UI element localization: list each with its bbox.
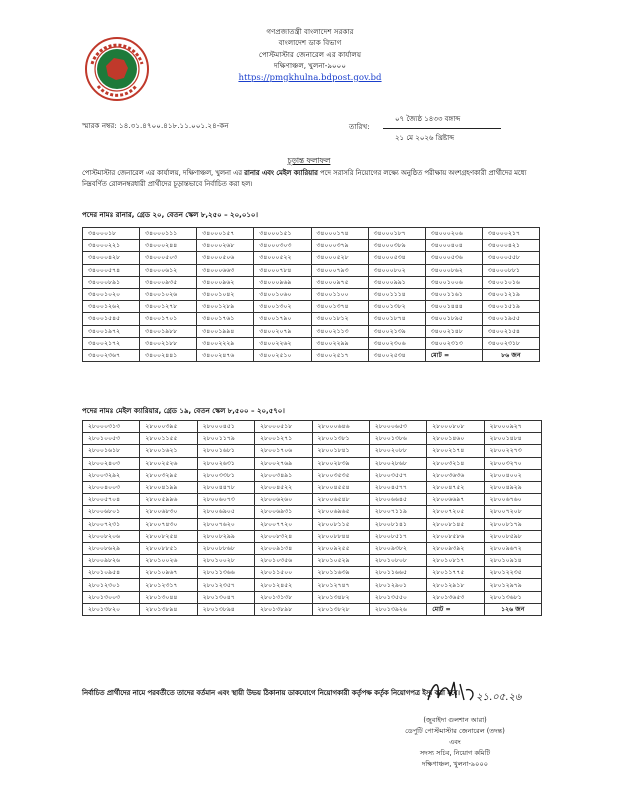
roll-number-cell: ২৮০১০৯৫৪ (83, 567, 140, 579)
table-row (83, 421, 542, 433)
roll-number-cell: ২৮০০৩৩৮১ (197, 469, 254, 481)
roll-number-cell: ২৮০০৩৫৫৭ (369, 469, 426, 481)
roll-number-cell: ২৮০০৭৬২০ (197, 518, 254, 530)
roll-number-cell: ২৮০০৮৬২৯ (83, 542, 140, 554)
roll-number-cell: ২৮০১২৩০১ (83, 579, 140, 591)
roll-number-cell: ২৮০০৪৫৫৪ (312, 481, 369, 493)
roll-number-cell: ৩৪০০১২১৯ (482, 288, 539, 300)
roll-number-cell: ৩৪০০১৯৯৪ (197, 325, 254, 337)
roll-number-cell: ২৮০০২১৭৪ (427, 445, 484, 457)
roll-number-cell: ৩৪০০০৫৩৬ (425, 252, 482, 264)
post-title-mail-carrier: পদের নামঃ মেইল ক্যারিয়ার, গ্রেড ১৯, বেতন স্কেল ৮,৫০০ – ২০,৫৭০। (82, 407, 285, 415)
roll-number-cell: ৩৪০০১০১৬ (482, 276, 539, 288)
roll-number-cell: ২৮০০৪৭৫২ (427, 481, 484, 493)
roll-number-cell: ৩৪০০২২২৯ (197, 337, 254, 349)
roll-number-cell: ৩৪০০০৫০৩ (140, 252, 197, 264)
roll-number-cell: ২৮০০৯৩৯২ (427, 542, 484, 554)
roll-number-cell: ২৮০০৬৯০৫ (197, 506, 254, 518)
roll-number-cell: ৩৪০০০৩৭৯ (311, 240, 368, 252)
roll-number-cell: ৩৪০০১৭০১ (140, 313, 197, 325)
table-row (83, 603, 542, 615)
roll-number-cell: ৩৪০০১৭৯০ (254, 313, 311, 325)
roll-number-cell: ৩৪০০১৫৪৫ (83, 313, 140, 325)
runner-roll-table (82, 227, 540, 362)
roll-number-cell: ২৮০০১৪৮৪ (484, 433, 541, 445)
roll-number-cell: ৩৪০০০৮৬২ (425, 264, 482, 276)
roll-number-cell: ২৮০১০৮১৭ (427, 555, 484, 567)
roll-number-cell: ২৮০০৮৮৪৪ (312, 530, 369, 542)
roll-number-cell: ৩৪০০১০৪২ (197, 288, 254, 300)
roll-number-cell: ৩৪০০০৫৩৪ (368, 252, 425, 264)
memo-number: স্মারক নম্বর: ১৪.৩১.৪৭০০.৪১৮.১১.০০১.২৪-কন (82, 121, 229, 130)
roll-number-cell: ২৮০০৮১৪১ (369, 518, 426, 530)
roll-number-cell: ২৮০০৬৭৬০ (484, 494, 541, 506)
roll-number-cell: ৩৪০০১০০৬ (425, 276, 482, 288)
roll-number-cell: ৩৪০০১৯৫৫ (482, 313, 539, 325)
roll-number-cell: ৩৪০০২৫১০ (254, 349, 311, 361)
roll-number-cell: ২৮০১৩৪৮২ (312, 591, 369, 603)
roll-number-cell: ২৮০০০৬৪৬ (312, 421, 369, 433)
roll-number-cell: ৩৪০০২১৪৮ (425, 325, 482, 337)
roll-number-cell: ৩৪০০১৩০২ (254, 301, 311, 313)
roll-number-cell: ৩৪০০২১৮৮ (140, 337, 197, 349)
signatory-conjunction: এবং (449, 738, 461, 746)
roll-number-cell: ২৮০০৪৯২৯ (484, 481, 541, 493)
roll-number-cell: ৩৪০০২০৭৯ (254, 325, 311, 337)
roll-number-cell: ২৮০০১৭০৬ (255, 445, 312, 457)
roll-number-cell: ৩৪০০০৫০৬ (197, 252, 254, 264)
roll-number-cell: ২৮০০১১৭৯ (197, 433, 254, 445)
roll-number-cell: ৩৪০০০৯৯১ (368, 276, 425, 288)
total-label: মোট = (425, 349, 482, 361)
roll-number-cell: ২৮০০১১৫৫ (140, 433, 197, 445)
roll-number-cell: ৩৪০০০৫২২ (254, 252, 311, 264)
roll-number-cell: ২৮০১৩০৪৪ (140, 591, 197, 603)
roll-number-cell: ৩৪০০২৩১৮ (482, 337, 539, 349)
table-row (83, 518, 542, 530)
date-bangla: ০৭ জ্যৈষ্ঠ ১৪৩৩ বঙ্গাব্দ (383, 112, 501, 129)
table-row (83, 337, 540, 349)
roll-number-cell: ২৮০০৮৮৬৮ (197, 542, 254, 554)
roll-number-cell: ২৮০১১৭৭৫ (427, 567, 484, 579)
roll-number-cell: ২৮০১২৯১৮ (427, 579, 484, 591)
roll-number-cell: ২৮০০৩২১৪ (427, 457, 484, 469)
roll-number-cell: ২৮০১৩৫৫০ (369, 591, 426, 603)
roll-number-cell: ২৮০০৮১৭৯ (484, 518, 541, 530)
roll-number-cell: ২৮০০৬৬৯৭ (427, 494, 484, 506)
roll-number-cell: ৩৪০০১০২০ (83, 288, 140, 300)
roll-number-cell: ৩৪০০২২৬২ (254, 337, 311, 349)
roll-number-cell: ২৮০১০৩৫৬ (255, 555, 312, 567)
roll-number-cell: ২৮০১১৬৩৯ (312, 567, 369, 579)
roll-number-cell: ২৮০০২০৮৮ (369, 445, 426, 457)
roll-number-cell: ২৮০০২৮৩৯ (312, 457, 369, 469)
roll-number-cell: ২৮০০৫৯৯৬ (140, 494, 197, 506)
roll-number-cell: ৩৪০০০১৫৭ (197, 228, 254, 240)
roll-number-cell: ৩৪০০০১৫১ (254, 228, 311, 240)
roll-number-cell: ৩৪০০১৮৯৫ (425, 313, 482, 325)
roll-number-cell: ২৮০১২৩১৭ (140, 579, 197, 591)
roll-number-cell: ৩৪০০২২৯৯ (311, 337, 368, 349)
roll-number-cell: ৩৪০০২১৩৯ (368, 325, 425, 337)
signatory-name: (জুবাইদা গুলশান আরা) (423, 716, 487, 724)
roll-number-cell: ৩৪০০০৪২১ (482, 240, 539, 252)
total-count: ১২৬ জন (484, 603, 541, 615)
roll-number-cell: ২৮০০২৭৬৯ (255, 457, 312, 469)
roll-number-cell: ২৮০০৩৪৯১ (255, 469, 312, 481)
roll-number-cell: ৩৪০০০৪০৪ (425, 240, 482, 252)
roll-number-cell: ২৮০০২৬৩১ (197, 457, 254, 469)
roll-number-cell: ২৮০০৯৬৭২ (484, 542, 541, 554)
roll-number-cell: ২৮০০৩৫৩৫ (312, 469, 369, 481)
roll-number-cell: ২৮০০৭২০৫ (427, 506, 484, 518)
government-seal-icon (84, 36, 150, 102)
roll-number-cell: ৩৪০০০৫৭৪ (83, 264, 140, 276)
table-row (83, 325, 540, 337)
roll-number-cell: ৩৪০০২৩৬৭ (83, 349, 140, 361)
roll-number-cell: ২৮০১০৯১৪ (484, 555, 541, 567)
roll-number-cell: ৩৪০০১০৬০ (254, 288, 311, 300)
roll-number-cell: ২৮০০১৪৬০ (427, 433, 484, 445)
table-row (83, 276, 540, 288)
roll-number-cell: ২৮০১২২৩৫ (484, 567, 541, 579)
roll-number-cell: ২৮০০৪১৯৯ (140, 481, 197, 493)
signatory-office: দক্ষিণাঞ্চল, খুলনা-৯০০০ (421, 760, 489, 768)
roll-number-cell: ৩৪০০০২৬৮ (197, 240, 254, 252)
roll-number-cell: ২৮০০৭৪৩০ (140, 518, 197, 530)
roll-number-cell: ২৮০১১৩৬৬ (197, 567, 254, 579)
roll-number-cell: ২৮০০৪০০৩ (83, 481, 140, 493)
total-label: মোট = (427, 603, 484, 615)
roll-number-cell: ২৮০১৩০০৩ (83, 591, 140, 603)
roll-number-cell: ২৮০১২৯৭৯ (484, 579, 541, 591)
signatory-role: সদস্য সচিব, নিয়োগ কমিটি (419, 749, 491, 757)
roll-number-cell: ৩৪০০০১১১ (140, 228, 197, 240)
header-line-government: গণপ্রজাতন্ত্রী বাংলাদেশ সরকার (266, 27, 354, 36)
roll-number-cell: ৩৪০০২৩১৩ (425, 337, 482, 349)
roll-number-cell: ২৮০০০৩১৩ (83, 421, 140, 433)
roll-number-cell: ২৮০০০৫১৮ (255, 421, 312, 433)
roll-number-cell: ৩৪০০২১১৩ (311, 325, 368, 337)
roll-number-cell: ২৮০০০৯২৭ (484, 421, 541, 433)
roll-number-cell: ২৮০০১৩৮৬ (369, 433, 426, 445)
table-row (83, 301, 540, 313)
table-row (83, 542, 542, 554)
roll-number-cell: ২৮০১৩৬৮১ (484, 591, 541, 603)
roll-number-cell: ২৮০০০৪৫১ (197, 421, 254, 433)
table-row (83, 252, 540, 264)
roll-number-cell: ৩৪০০১১১৪ (368, 288, 425, 300)
roll-number-cell: ২৮০০৬৯৩১ (255, 506, 312, 518)
roll-number-cell: ৩৪০০০২৪৪ (140, 240, 197, 252)
roll-number-cell: ২৮০০৬৬৪৫ (369, 494, 426, 506)
roll-number-cell: ২৮০১০০২৬ (140, 555, 197, 567)
table-row (83, 228, 540, 240)
roll-number-cell: ৩৪০০০৭৯৩ (311, 264, 368, 276)
roll-number-cell: ২৮০১২৩৫৭ (197, 579, 254, 591)
roll-number-cell: ৩৪০০০৪২৮ (83, 252, 140, 264)
roll-number-cell: ৩৪০০১৮১২ (311, 313, 368, 325)
roll-number-cell: ২৮০০৪৪৭৮ (197, 481, 254, 493)
roll-number-cell: ২৮০০৮৫১৭ (369, 530, 426, 542)
roll-number-cell: ৩৪০০২৫১৭ (311, 349, 368, 361)
table-row (83, 457, 542, 469)
roll-number-cell: ২৮০০৪০০২ (484, 469, 541, 481)
roll-number-cell: ৩৪০০০৯৭৫ (311, 276, 368, 288)
roll-number-cell: ৩৪০০১৫১৯ (482, 301, 539, 313)
roll-number-cell: ২৮০০২৫২৬ (140, 457, 197, 469)
roll-number-cell: ৩৪০০০২২১ (83, 240, 140, 252)
roll-number-cell: ২৮০০৬৫৪৮ (312, 494, 369, 506)
roll-number-cell: ৩৪০০২৫৩৪ (368, 349, 425, 361)
mail-carrier-roll-table (82, 420, 542, 616)
roll-number-cell: ২৮০০১২৭১ (255, 433, 312, 445)
roll-number-cell: ৩৪০০০৭৮৪ (254, 264, 311, 276)
roll-number-cell: ৩৪০০২১৫৪ (482, 325, 539, 337)
roll-number-cell: ২৮০১৩৮৯৮ (255, 603, 312, 615)
office-header (160, 26, 460, 85)
roll-number-cell: ৩৪০০১১৬১ (425, 288, 482, 300)
roll-number-cell: ২৮০১০৮০৮ (369, 555, 426, 567)
table-row (83, 567, 542, 579)
roll-number-cell: ২৮০১৩৮৯৪ (197, 603, 254, 615)
table-row (83, 591, 542, 603)
roll-number-cell: ২৮০০০৬৫৩ (369, 421, 426, 433)
roll-number-cell: ২৮০১৩৮২৮ (312, 603, 369, 615)
roll-number-cell: ২৮০১০৯৬৭ (140, 567, 197, 579)
table-row (83, 555, 542, 567)
roll-number-cell: ২৮০০০৩৯৫ (140, 421, 197, 433)
roll-number-cell: ২৮০১১৫০০ (255, 567, 312, 579)
roll-number-cell: ২৮০০১৬২১ (140, 445, 197, 457)
signature-date: ২১.০৫.২৬ (476, 692, 522, 703)
roll-number-cell: ২৮০০৮১৪৫ (427, 518, 484, 530)
roll-number-cell: ২৮০০০৮০৮ (427, 421, 484, 433)
roll-number-cell: ২৮০১২৯০১ (369, 579, 426, 591)
roll-number-cell: ২৮০০৫৭০৪ (83, 494, 140, 506)
roll-number-cell: ৩৪০০০৫২৮ (311, 252, 368, 264)
total-count: ৮৬ জন (482, 349, 539, 361)
roll-number-cell: ২৮০১২৭৪৭ (312, 579, 369, 591)
roll-number-cell: ২৮০০৪৫২২ (255, 481, 312, 493)
roll-number-cell: ৩৪০০১২৬২ (83, 301, 140, 313)
roll-number-cell: ৩৪০০২৪৪১ (140, 349, 197, 361)
roll-number-cell: ২৮০০৯৩৮২ (369, 542, 426, 554)
roll-number-cell: ২৮০০৩২৯২ (83, 469, 140, 481)
roll-number-cell: ২৮০১০০৫৩ (83, 433, 140, 445)
roll-number-cell: ৩৪০০০৯৩৫ (140, 276, 197, 288)
table-row (83, 349, 540, 361)
table-row (83, 506, 542, 518)
roll-number-cell: ৩৪০০০১৮৭ (368, 228, 425, 240)
roll-number-cell: ২৮০০৩২৭০ (484, 457, 541, 469)
roll-number-cell: ৩৪০০১৮৭৪ (368, 313, 425, 325)
post-title-runner: পদের নামঃ রানার, গ্রেড ২০, বেতন স্কেল ৮,২৫০ – ২০,০১০। (82, 211, 258, 219)
roll-number-cell: ৩৪০০১০২৬ (140, 288, 197, 300)
roll-number-cell: ৩৪০০২১৭২ (83, 337, 140, 349)
roll-number-cell: ৩৪০০১৩৭৪ (311, 301, 368, 313)
roll-number-cell: ২৮০০৯১৩৪ (255, 542, 312, 554)
roll-number-cell: ৩৪০০০৩০৩ (254, 240, 311, 252)
date-label: তারিখ: (349, 122, 370, 131)
roll-number-cell: ২৮০১২৪৫২ (255, 579, 312, 591)
roll-number-cell: ৩৪০০০৯৬৯ (254, 276, 311, 288)
signatory-designation: ডেপুটি পোস্টমাস্টার জেনারেল (তদন্ত) (405, 727, 505, 735)
table-row (83, 288, 540, 300)
roll-number-cell: ৩৪০০২৪৭৬ (197, 349, 254, 361)
roll-number-cell: ৩৪০০০১৭৪ (311, 228, 368, 240)
table-row (83, 481, 542, 493)
roll-number-cell: ২৮০০৬৯৬৫ (312, 506, 369, 518)
header-line-department: বাংলাদেশ ডাক বিভাগ (278, 38, 342, 48)
roll-number-cell: ২৮০০৭২০৮ (484, 506, 541, 518)
roll-number-cell: ৩৪০০০৩৮৯ (368, 240, 425, 252)
roll-number-cell: ২৮০০৭৭২০ (255, 518, 312, 530)
table-row (83, 264, 540, 276)
table-row (83, 494, 542, 506)
result-title: চূড়ান্ত ফলাফল (287, 156, 331, 165)
roll-number-cell: ২৮০০২৮৬৮ (369, 457, 426, 469)
roll-number-cell: ৩৪০০০৬১২ (140, 264, 197, 276)
date-english: ২১ মে ২০২৬ খ্রিষ্টাব্দ (395, 134, 455, 142)
roll-number-cell: ২৮০১৩৮২০ (83, 603, 140, 615)
roll-number-cell: ২৮০০৭২৩১ (83, 518, 140, 530)
roll-number-cell: ২৮০০১৬১৮ (83, 445, 140, 457)
intro-paragraph: পোস্টমাস্টার জেনারেল এর কার্যালয়, দক্ষিণাঞ্চল, খুলনা এর রানার এবং মেইল ক্যারিয়ার পদে সরাসরি নিয়োগের লক্ষ্যে অনুষ্ঠিত পরীক্ষায় অংশগ্রহণকারী প্রার্থীদের মধ্যে নিম্নবর্ণিত রোলনম্বরধারী প্রার্থীদের চূড়ান্তভাবে নির্বাচিত করা হল। (82, 169, 527, 188)
table-row (83, 240, 540, 252)
roll-number-cell: ৩৪০০১১০০ (311, 288, 368, 300)
roll-number-cell: ২৮০০৬৮০১ (83, 506, 140, 518)
table-row (83, 433, 542, 445)
roll-number-cell: ৩৪০০১৩৮২ (368, 301, 425, 313)
roll-number-cell: ২৮০১৩১৩৮ (255, 591, 312, 603)
date-box (383, 112, 501, 144)
table-row (83, 313, 540, 325)
roll-number-cell: ২৮০১০৫২৯ (312, 555, 369, 567)
roll-number-cell: ২৮০১৩৬৫৩ (427, 591, 484, 603)
roll-number-cell: ২৮০০৮৫৮৬ (427, 530, 484, 542)
roll-number-cell: ৩৪০০১৯৮৮ (140, 325, 197, 337)
roll-number-cell: ২৮০০৮২৯৯ (197, 530, 254, 542)
roll-number-cell: ২৮০০৬৮৩০ (140, 506, 197, 518)
roll-number-cell: ২৮০০৩২৯৫ (140, 469, 197, 481)
roll-number-cell: ২৮০০৬২৬০ (255, 494, 312, 506)
roll-number-cell: ২৮০১০০২৮ (197, 555, 254, 567)
roll-number-cell: ২৮০০৮৩২৪ (255, 530, 312, 542)
roll-number-cell: ৩৪০০০৯৬২ (197, 276, 254, 288)
roll-number-cell: ৩৪০০০২১৭ (482, 228, 539, 240)
header-line-office: পোস্টমাস্টার জেনারেল এর কার্যালয় (258, 49, 362, 59)
roll-number-cell: ৩৪০০০৮৮১ (482, 264, 539, 276)
roll-number-cell: ৩৪০০১৯৭২ (83, 325, 140, 337)
roll-number-cell: ২৮০১৩০৪৭ (197, 591, 254, 603)
roll-number-cell: ২৮০০৮২৫৪ (140, 530, 197, 542)
roll-number-cell: ২৮০০৮৮৫১ (140, 542, 197, 554)
roll-number-cell: ২৮০১৩৯২৬ (369, 603, 426, 615)
roll-number-cell: ৩৪০০১২৮৯ (197, 301, 254, 313)
table-row (83, 445, 542, 457)
roll-number-cell: ৩৪০০১৪৪৪ (425, 301, 482, 313)
footnote: নির্বাচিত প্রার্থীদের নামে পরবর্তীতে তাদের বর্তমান এবং স্থায়ী উভয় ঠিকানায় ডাকযোগে নিয়োগকারী কর্তৃপক্ষ কর্তৃক নিয়োগপত্র ইস্যু করা হবে। (82, 689, 460, 697)
roll-number-cell: ২৮০০৮১১৫ (312, 518, 369, 530)
table-row (83, 579, 542, 591)
roll-number-cell: ৩৪০০০২০৬ (425, 228, 482, 240)
roll-number-cell: ২৮০০৮৫৯৮ (484, 530, 541, 542)
roll-number-cell: ২৮০০১৩৮১ (312, 433, 369, 445)
signatory-block (380, 715, 530, 770)
website-link[interactable]: https://pmgkhulna.bdpost.gov.bd (238, 72, 382, 83)
header-line-address: দক্ষিণাঞ্চল, খুলনা-৯০০০ (273, 61, 347, 71)
roll-number-cell: ৩৪০০১২৭৮ (140, 301, 197, 313)
roll-number-cell: ২৮০০৮২০৬ (83, 530, 140, 542)
table-row (83, 469, 542, 481)
roll-number-cell: ২৮০১৩৮৯৪ (140, 603, 197, 615)
roll-number-cell: ২৮০০৩৬৩৬ (427, 469, 484, 481)
roll-number-cell: ২৮০০৯৮২৬ (83, 555, 140, 567)
roll-number-cell: ২৮০০২৪০৩ (83, 457, 140, 469)
roll-number-cell: ৩৪০০০১৮ (83, 228, 140, 240)
roll-number-cell: ৩৪০০০৮৯১ (83, 276, 140, 288)
roll-number-cell: ৩৪০০০৬৬৩ (197, 264, 254, 276)
roll-number-cell: ৩৪০০০৫৫৮ (482, 252, 539, 264)
roll-number-cell: ২৮০০১৬৮১ (197, 445, 254, 457)
roll-number-cell: ২৮০০৭১১৯ (369, 506, 426, 518)
roll-number-cell: ৩৪০০০৮০২ (368, 264, 425, 276)
roll-number-cell: ৩৪০০২৩০৬ (368, 337, 425, 349)
roll-number-cell: ২৮০০৯২৫৫ (312, 542, 369, 554)
table-row (83, 530, 542, 542)
roll-number-cell: ৩৪০০১৭৬১ (197, 313, 254, 325)
roll-number-cell: ২৮০০৪৫৭৭ (369, 481, 426, 493)
roll-number-cell: ২৮০১১৬৬৫ (369, 567, 426, 579)
roll-number-cell: ২৮০০১৮৪১ (312, 445, 369, 457)
roll-number-cell: ২৮০০৬০৭৩ (197, 494, 254, 506)
roll-number-cell: ২৮০০২২৭৩ (484, 445, 541, 457)
